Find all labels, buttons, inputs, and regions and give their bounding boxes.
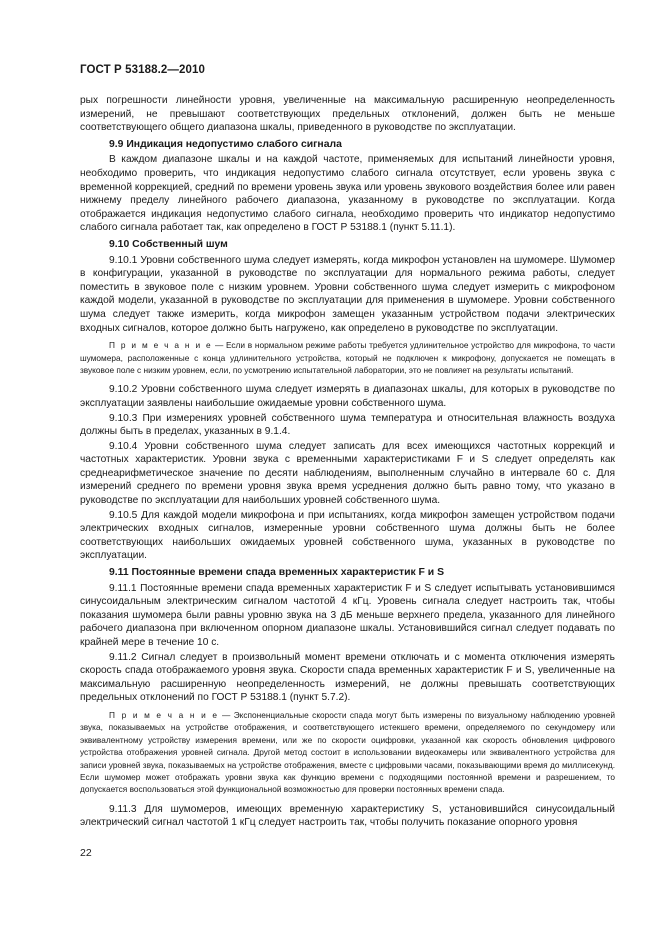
document-header: ГОСТ Р 53188.2—2010 bbox=[80, 64, 205, 76]
note-label: П р и м е ч а н и е bbox=[109, 709, 219, 720]
paragraph-9-10-5: 9.10.5 Для каждой модели микрофона и при испытаниях, когда микрофон замещен устройством подачи электрических входных сигналов, измеренные уровни собственного шума должны быть не более соответствующих наибольших ожидаемых уровней собственного шума, указанных в руководстве по эксплуатации. bbox=[80, 509, 615, 562]
paragraph-9-9: В каждом диапазоне шкалы и на каждой частоте, применяемых для испытаний линейности уровня, необходимо проверить, что индикация недопустимо слабого сигнала отсутствует, если уровень звука с временной коррекцией, средний по времени уровень звука или уровень звукового воздействия более или равен нижнему пределу линейного рабочего диапазона, указанному в руководстве по эксплуатации. Когда отображается индикация недопустимо слабого сигнала, необходимо проверить что индикатор недопустимо слабого сигнала работает так, как определено в ГОСТ Р 53188.1 (пункт 5.11.1). bbox=[80, 154, 615, 234]
page-number: 22 bbox=[80, 847, 92, 859]
paragraph-9-11-1: 9.11.1 Постоянные времени спада временных характеристик F и S следует испытывать установившимся синусоидальным электрическим сигналом частотой 4 кГц. Уровень сигнала следует настроить так, чтобы показания шумомера были равны уровню звука на 3 дБ меньше верхнего предела, указанного для линейного рабочего диапазона при включенном опорном диапазоне шкалы. Установившийся сигнал следует подавать по крайней мере в течение 10 с. bbox=[80, 582, 615, 648]
note-label: П р и м е ч а н и е bbox=[109, 340, 213, 351]
paragraph-9-10-4: 9.10.4 Уровни собственного шума следует записать для всех имеющихся частотных коррекций и частотных характеристик. Уровни звука с временными характеристиками F и S следует определять как среднеарифметическое значение по десяти наблюдениям, выполненным случайно в интервале 60 с. Для измерений среднего по времени уровня звука время усреднения должно быть равно тому, что указано в руководстве по эксплуатации для наибольших уровней собственного шума. bbox=[80, 440, 615, 507]
document-body bbox=[80, 94, 615, 831]
paragraph-9-11-2: 9.11.2 Сигнал следует в произвольный момент времени отключать и с момента отключения измерять скорость спада отображаемого уровня звука. Скорости спада временных характеристик F и S, увеличенные на максимальную расширенную неопределенность измерений, не должны превышать соответствующих предельных отклонений по ГОСТ Р 53188.1 (пункт 5.7.2). bbox=[80, 651, 615, 704]
paragraph-continuation: рых погрешности линейности уровня, увеличенные на максимальную расширенную неопределенность измерений, не превышают соответствующих предельных отклонений, должен быть не меньше соответствующего общего диапазона шкалы, приведенного в руководстве по эксплуатации. bbox=[80, 95, 615, 134]
note-9-11 bbox=[80, 709, 615, 796]
note-9-10 bbox=[80, 339, 615, 376]
paragraph-9-11-3: 9.11.3 Для шумомеров, имеющих временную характеристику S, установившийся синусоидальный электрический сигнал частотой 1 кГц следует настроить так, чтобы получить показание опорного уровня bbox=[80, 803, 615, 829]
paragraph-9-10-3: 9.10.3 При измерениях уровней собственного шума температура и относительная влажность воздуха должны быть в пределах, указанных в 9.1.4. bbox=[80, 412, 615, 438]
note-text: — Экспоненциальные скорости спада могут быть измерены по визуальному наблюдению уровней звука, показываемых на устройстве отображения, и соответствующего истекшего времени, определяемого по секундомеру или эквивалентному устройству измерения времени, или же по скорости оцифровки, указанной как скорость обновления цифрового устройства отображения уровней сигнала. Другой метод состоит в использовании видеокамеры или эквивалентного устройства для записи уровней звука, показываемых на устройстве отображения, вместе с цифровыми часами, показывающими время до миллисекунд. Если шумомер может отображать уровни звука как функцию времени с подходящими постоянной времени и разрешением, то допускается воспользоваться этой функциональной возможностью для проверки постоянных времени спада. bbox=[80, 709, 615, 795]
section-heading-9-11: 9.11 Постоянные времени спада временных характеристик F и S bbox=[109, 567, 444, 579]
note-text: — Если в нормальном режиме работы требуется удлинительное устройство для микрофона, то части шумомера, расположенные с конца удлинительного устройства, который не подключен к микрофону, допускается не помещать в звуковое поле с низким уровнем, если, по усмотрению испытательной лаборатории, это не повлияет на результаты испытаний. bbox=[80, 340, 615, 375]
paragraph-9-10-1: 9.10.1 Уровни собственного шума следует измерять, когда микрофон установлен на шумомере. Шумомер в конфигурации, указанной в руководстве по эксплуатации для нормального режима работы, следует поместить в звуковое поле с низким уровнем. Уровни собственного шума следует измерить с микрофоном каждой модели, указанной в руководстве по эксплуатации для применения в шумомере. Уровни собственного шума следует также измерить, когда микрофон замещен указанным устройством подачи электрических входных сигналов, которое должно быть нагружено, как определено в руководстве по эксплуатации. bbox=[80, 254, 615, 334]
paragraph-9-10-2: 9.10.2 Уровни собственного шума следует измерять в диапазонах шкалы, для которых в руководстве по эксплуатации заявлены наибольшие ожидаемые уровни собственного шума. bbox=[80, 384, 615, 409]
section-heading-9-9: 9.9 Индикация недопустимо слабого сигнала bbox=[109, 138, 342, 150]
section-heading-9-10: 9.10 Собственный шум bbox=[109, 238, 228, 250]
